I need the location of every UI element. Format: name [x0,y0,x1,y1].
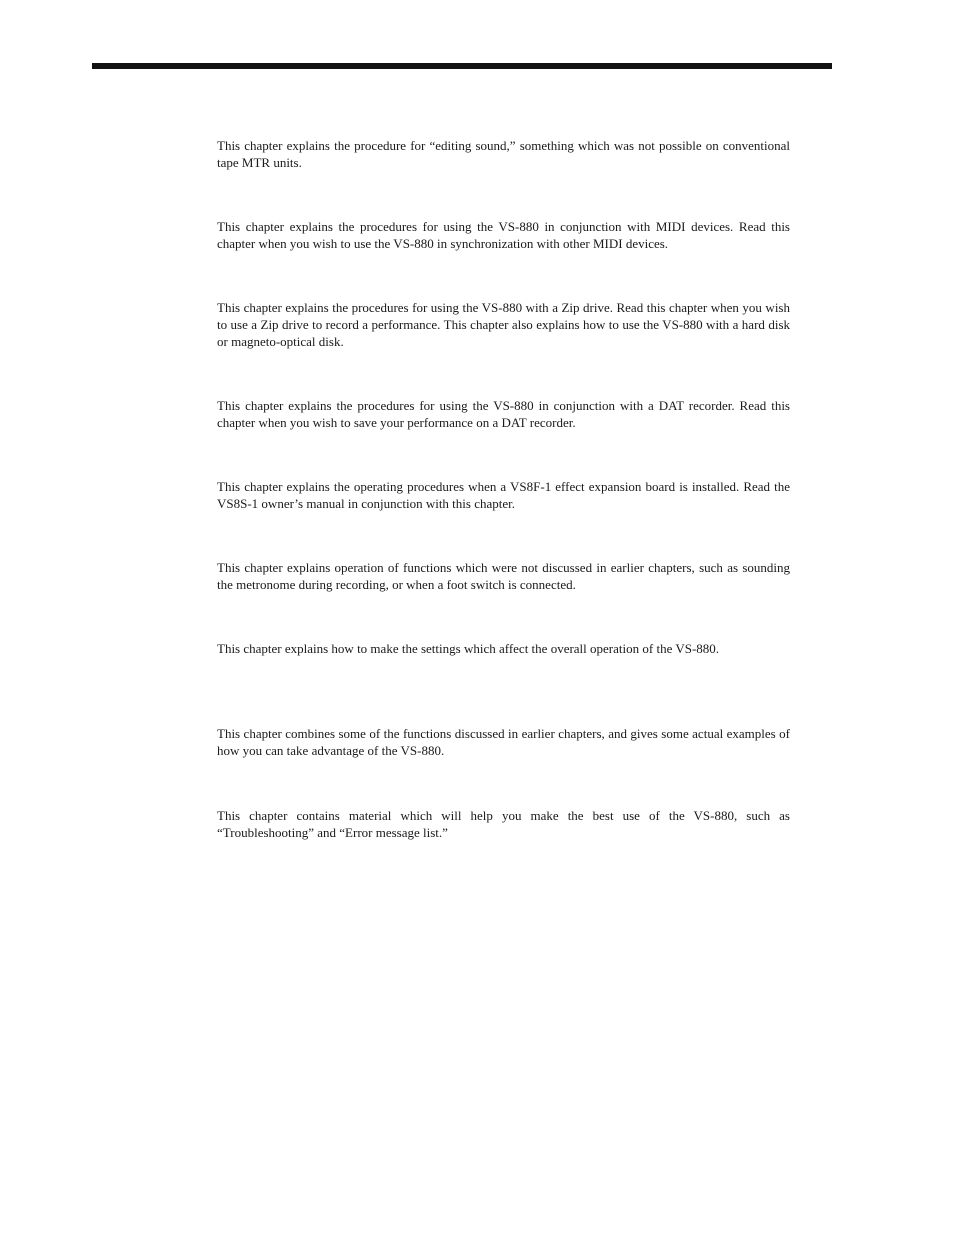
chapter-description-system-settings: This chapter explains how to make the settings which affect the overall operation of the VS-880. [217,641,720,656]
header-rule [92,63,832,69]
chapter-description-other-functions: This chapter explains operation of functions which were not discussed in earlier chapters, such as sounding the metronome during recording, or when a foot switch is connected. [217,560,790,592]
chapter-description-effect-board: This chapter explains the operating procedures when a VS8F-1 effect expansion board is installed. Read the VS8S-1 owner’s manual in conjunction with this chapter. [217,479,790,511]
chapter-description-editing: This chapter explains the procedure for “editing sound,” something which was not possible on conventional tape MTR units. [217,138,790,170]
chapter-description-appendices: This chapter contains material which will help you make the best use of the VS-880, such as “Troubleshooting” and “Error message list.” [217,808,790,840]
chapter-description-dat: This chapter explains the procedures for using the VS-880 in conjunction with a DAT recorder. Read this chapter when you wish to save your performance on a DAT recorder. [217,398,790,430]
chapter-description-applications: This chapter combines some of the functions discussed in earlier chapters, and gives some actual examples of how you can take advantage of the VS-880. [217,726,790,758]
chapter-description-midi: This chapter explains the procedures for using the VS-880 in conjunction with MIDI devices. Read this chapter when you wish to use the VS-880 in synchronization with other MIDI devices. [217,219,790,251]
chapter-description-zip-drive: This chapter explains the procedures for using the VS-880 with a Zip drive. Read this chapter when you wish to use a Zip drive to record a performance. This chapter also explains how to use the VS-880 with a hard disk or magneto-optical disk. [217,300,790,349]
